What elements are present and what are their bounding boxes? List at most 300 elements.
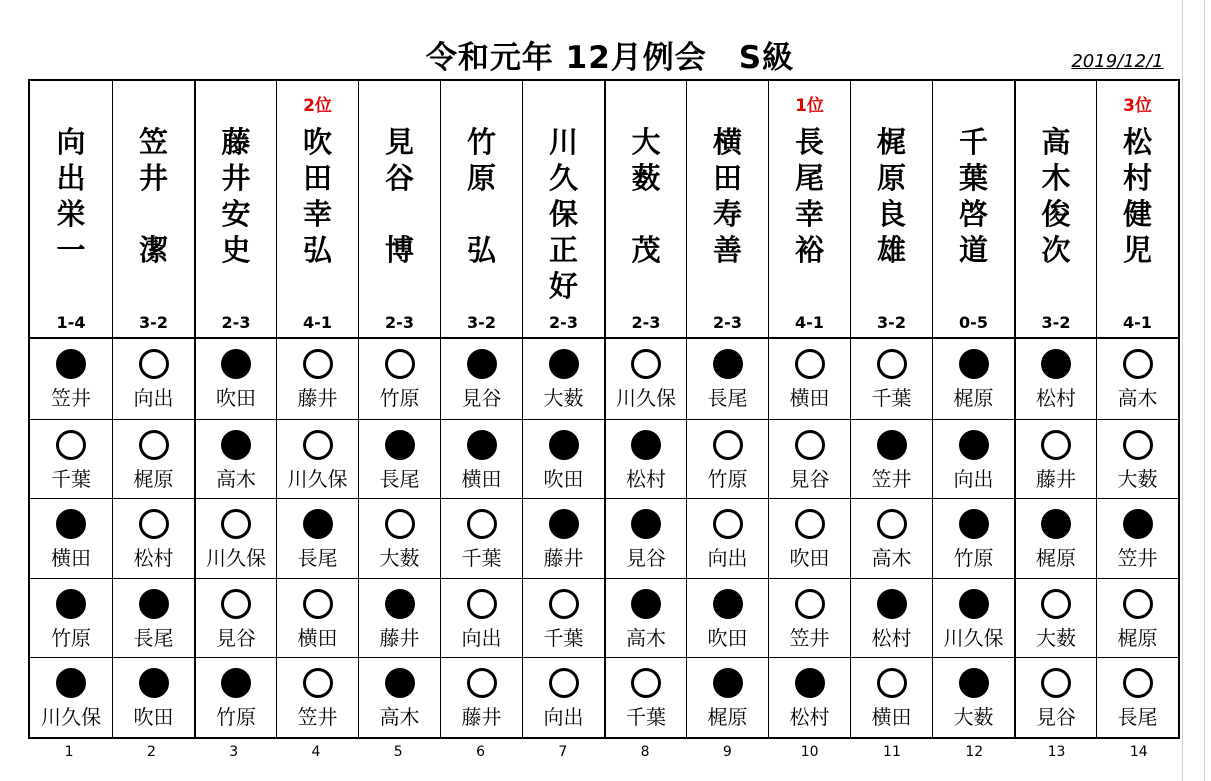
game-cell	[359, 498, 440, 578]
opponent-name: 松村	[1036, 386, 1076, 411]
player-column	[932, 81, 1014, 737]
player-record: 3-2	[467, 313, 496, 332]
player-column	[604, 81, 686, 737]
win-circle-icon	[385, 509, 415, 539]
game-cell	[277, 498, 358, 578]
opponent-name: 千葉	[543, 625, 584, 650]
player-header	[30, 81, 112, 339]
game-cell	[113, 578, 194, 658]
opponent-name: 梶原	[1117, 625, 1158, 650]
win-circle-icon	[1123, 668, 1153, 698]
game-cell	[606, 419, 686, 499]
opponent-name: 見谷	[461, 386, 502, 411]
game-cell	[523, 578, 604, 658]
player-name-char: 博	[384, 233, 414, 267]
loss-circle-icon	[713, 349, 743, 379]
player-name-char: 川	[548, 125, 578, 159]
win-circle-icon	[795, 509, 825, 539]
win-circle-icon	[795, 589, 825, 619]
opponent-name: 川久保	[616, 386, 676, 411]
opponent-name: 吹田	[133, 705, 174, 730]
player-name	[687, 124, 768, 268]
player-header	[523, 81, 604, 339]
opponent-name: 高木	[1117, 386, 1158, 411]
opponent-name: 大薮	[1036, 625, 1076, 650]
player-name-char: 井	[138, 161, 168, 195]
game-cell	[113, 657, 194, 737]
opponent-name: 藤井	[461, 705, 502, 730]
player-name	[523, 124, 604, 304]
game-cell	[851, 657, 932, 737]
player-name-char: 梶	[876, 125, 906, 159]
opponent-name: 笠井	[789, 625, 830, 650]
player-name-char: 高	[1041, 125, 1071, 159]
win-circle-icon	[139, 349, 169, 379]
player-column	[30, 81, 112, 737]
game-cell	[277, 339, 358, 419]
opponent-name: 川久保	[287, 466, 348, 491]
player-name-char: 吹	[302, 125, 332, 159]
player-name-char: 木	[1041, 161, 1071, 195]
loss-circle-icon	[467, 430, 497, 460]
player-column	[686, 81, 768, 737]
opponent-name: 川久保	[206, 546, 266, 571]
opponent-name: 松村	[133, 546, 174, 571]
opponent-name: 松村	[626, 466, 666, 491]
player-name-char: 俊	[1041, 197, 1071, 231]
game-cell	[769, 498, 850, 578]
player-record: 2-3	[631, 313, 661, 332]
game-cell	[441, 498, 522, 578]
opponent-name: 見谷	[626, 546, 666, 571]
loss-circle-icon	[549, 349, 579, 379]
opponent-name: 吹田	[789, 546, 830, 571]
game-cell	[606, 578, 686, 658]
opponent-name: 大薮	[543, 386, 584, 411]
game-cell	[687, 419, 768, 499]
game-cell	[687, 339, 768, 419]
opponent-name: 竹原	[953, 546, 994, 571]
player-rank: 2位	[303, 96, 332, 116]
opponent-name: 梶原	[133, 466, 174, 491]
player-record: 3-2	[1041, 313, 1071, 332]
opponent-name: 高木	[871, 546, 912, 571]
player-name-char: 啓	[958, 197, 988, 231]
player-name-char	[359, 196, 440, 232]
loss-circle-icon	[1041, 509, 1071, 539]
loss-circle-icon	[877, 430, 907, 460]
game-cell	[441, 578, 522, 658]
player-name-char: 史	[221, 233, 251, 267]
loss-circle-icon	[877, 589, 907, 619]
game-cell	[277, 578, 358, 658]
game-cell	[359, 419, 440, 499]
game-cell	[1016, 339, 1096, 419]
game-cell	[277, 657, 358, 737]
player-name-char: 弘	[302, 233, 332, 267]
player-column	[522, 81, 604, 737]
game-cell	[851, 578, 932, 658]
game-cell	[606, 498, 686, 578]
game-cell	[933, 498, 1014, 578]
win-circle-icon	[1123, 430, 1153, 460]
player-name	[606, 124, 686, 268]
player-record: 4-1	[1123, 313, 1152, 332]
loss-circle-icon	[631, 509, 661, 539]
player-column	[768, 81, 850, 737]
column-number: 14	[1129, 744, 1148, 760]
player-rank	[113, 91, 194, 113]
game-cell	[359, 578, 440, 658]
column-number: 3	[229, 744, 239, 760]
player-rank	[441, 91, 522, 113]
player-rank: 3位	[1123, 96, 1152, 116]
game-cell	[687, 578, 768, 658]
opponent-name: 吹田	[543, 466, 584, 491]
win-circle-icon	[631, 668, 661, 698]
win-circle-icon	[877, 349, 907, 379]
player-name	[1016, 124, 1096, 268]
opponent-name: 梶原	[707, 705, 748, 730]
opponent-name: 竹原	[216, 705, 256, 730]
opponent-name: 松村	[871, 625, 912, 650]
player-name-char: 竹	[466, 125, 496, 159]
win-circle-icon	[1041, 430, 1071, 460]
player-column	[112, 81, 194, 737]
game-cell	[523, 339, 604, 419]
opponent-name: 見谷	[1036, 705, 1076, 730]
player-header	[1097, 81, 1178, 339]
opponent-name: 梶原	[953, 386, 994, 411]
game-cell	[1016, 657, 1096, 737]
player-name	[113, 124, 194, 268]
opponent-name: 笠井	[871, 466, 912, 491]
game-cell	[769, 578, 850, 658]
player-column	[1096, 81, 1178, 737]
player-rank	[196, 91, 276, 113]
loss-circle-icon	[139, 668, 169, 698]
opponent-name: 笠井	[1117, 546, 1158, 571]
game-cell	[441, 419, 522, 499]
win-circle-icon	[1123, 349, 1153, 379]
player-name-char: 児	[1122, 233, 1152, 267]
player-name-char: 田	[712, 161, 742, 195]
game-cell	[1097, 657, 1178, 737]
win-circle-icon	[303, 349, 333, 379]
loss-circle-icon	[385, 668, 415, 698]
opponent-name: 笠井	[51, 386, 91, 411]
player-header	[1016, 81, 1096, 339]
loss-circle-icon	[385, 430, 415, 460]
player-record: 3-2	[877, 313, 906, 332]
opponent-name: 藤井	[543, 546, 584, 571]
game-cell	[113, 498, 194, 578]
loss-circle-icon	[467, 349, 497, 379]
opponent-name: 高木	[216, 466, 256, 491]
player-name-char: 良	[876, 197, 906, 231]
loss-circle-icon	[631, 589, 661, 619]
player-name-char: 出	[56, 161, 86, 195]
player-name-char: 道	[958, 233, 988, 267]
opponent-name: 長尾	[133, 625, 174, 650]
player-name-char: 村	[1122, 161, 1152, 195]
player-name-char: 弘	[466, 233, 496, 267]
loss-circle-icon	[56, 349, 86, 379]
player-name-char: 藤	[221, 125, 251, 159]
player-name-char: 健	[1122, 197, 1152, 231]
game-cell	[113, 419, 194, 499]
game-cell	[1097, 498, 1178, 578]
player-header	[441, 81, 522, 339]
win-circle-icon	[795, 349, 825, 379]
player-name-char: 薮	[631, 161, 661, 195]
opponent-name: 長尾	[379, 466, 420, 491]
player-header	[359, 81, 440, 339]
opponent-name: 千葉	[626, 705, 666, 730]
game-cell	[687, 657, 768, 737]
opponent-name: 横田	[871, 705, 912, 730]
loss-circle-icon	[303, 509, 333, 539]
player-name-char: 向	[56, 125, 86, 159]
player-column	[850, 81, 932, 737]
game-cell	[1097, 419, 1178, 499]
win-circle-icon	[549, 589, 579, 619]
column-numbers	[28, 744, 1180, 760]
player-column	[1014, 81, 1096, 737]
opponent-name: 千葉	[51, 466, 91, 491]
player-name-char: 原	[876, 161, 906, 195]
player-header	[113, 81, 194, 339]
player-name-char: 見	[384, 125, 414, 159]
loss-circle-icon	[549, 509, 579, 539]
player-name-char: 安	[221, 197, 251, 231]
player-name-char: 長	[794, 125, 824, 159]
game-cell	[769, 657, 850, 737]
player-name-char: 谷	[384, 161, 414, 195]
loss-circle-icon	[959, 430, 989, 460]
game-cell	[359, 657, 440, 737]
loss-circle-icon	[1041, 349, 1071, 379]
opponent-name: 高木	[626, 625, 666, 650]
player-record: 0-5	[959, 313, 988, 332]
loss-circle-icon	[959, 509, 989, 539]
column-number: 11	[883, 744, 901, 760]
opponent-name: 竹原	[707, 466, 748, 491]
win-circle-icon	[713, 509, 743, 539]
player-name-char: 幸	[794, 197, 824, 231]
loss-circle-icon	[56, 668, 86, 698]
win-circle-icon	[221, 509, 251, 539]
player-header	[196, 81, 276, 339]
column-number: 12	[965, 744, 984, 760]
player-name	[277, 124, 358, 268]
player-column	[358, 81, 440, 737]
game-cell	[1016, 498, 1096, 578]
player-name-char	[113, 196, 194, 232]
player-name-char: 潔	[138, 233, 168, 267]
win-circle-icon	[303, 589, 333, 619]
win-circle-icon	[139, 509, 169, 539]
player-column	[276, 81, 358, 737]
opponent-name: 横田	[297, 625, 338, 650]
results-table	[28, 79, 1180, 739]
win-circle-icon	[549, 668, 579, 698]
game-cell	[1016, 578, 1096, 658]
player-column	[440, 81, 522, 737]
column-number: 7	[558, 744, 568, 760]
player-rank	[851, 91, 932, 113]
column-number: 1	[64, 744, 74, 760]
player-name-char: 千	[958, 125, 988, 159]
player-header	[769, 81, 850, 339]
win-circle-icon	[139, 430, 169, 460]
player-rank	[30, 91, 112, 113]
game-cell	[933, 339, 1014, 419]
opponent-name: 横田	[51, 546, 91, 571]
player-name-char: 善	[712, 233, 742, 267]
column-number: 9	[722, 744, 732, 760]
opponent-name: 吹田	[216, 386, 256, 411]
opponent-name: 向出	[953, 466, 994, 491]
opponent-name: 大薮	[379, 546, 420, 571]
column-number: 2	[146, 744, 156, 760]
player-name-char: 笠	[138, 125, 168, 159]
win-circle-icon	[303, 668, 333, 698]
win-circle-icon	[385, 349, 415, 379]
game-cell	[523, 498, 604, 578]
player-name-char: 横	[712, 125, 742, 159]
player-name-char: 裕	[794, 233, 824, 267]
loss-circle-icon	[713, 589, 743, 619]
opponent-name: 大薮	[1117, 466, 1158, 491]
loss-circle-icon	[56, 589, 86, 619]
player-column	[194, 81, 276, 737]
game-cell	[196, 657, 276, 737]
player-header	[933, 81, 1014, 339]
sheet-gridline	[1204, 0, 1205, 781]
player-name-char: 栄	[56, 197, 86, 231]
opponent-name: 千葉	[871, 386, 912, 411]
player-name-char: 尾	[794, 161, 824, 195]
win-circle-icon	[795, 430, 825, 460]
player-name-char: 一	[56, 233, 86, 267]
win-circle-icon	[877, 509, 907, 539]
opponent-name: 長尾	[1117, 705, 1158, 730]
game-cell	[523, 419, 604, 499]
player-name-char: 保	[548, 197, 578, 231]
loss-circle-icon	[221, 668, 251, 698]
player-record: 3-2	[139, 313, 168, 332]
player-name-char: 茂	[631, 233, 661, 267]
player-name-char: 好	[548, 269, 578, 303]
opponent-name: 見谷	[216, 625, 256, 650]
player-header	[606, 81, 686, 339]
game-cell	[196, 419, 276, 499]
loss-circle-icon	[221, 349, 251, 379]
sheet-gridline	[1182, 0, 1183, 781]
opponent-name: 横田	[789, 386, 830, 411]
column-number: 4	[311, 744, 321, 760]
game-cell	[30, 578, 112, 658]
game-cell	[30, 339, 112, 419]
opponent-name: 吹田	[707, 625, 748, 650]
player-rank	[359, 91, 440, 113]
game-cell	[933, 657, 1014, 737]
game-cell	[1097, 578, 1178, 658]
game-cell	[606, 657, 686, 737]
player-record: 4-1	[303, 313, 332, 332]
player-rank: 1位	[795, 96, 824, 116]
loss-circle-icon	[549, 430, 579, 460]
win-circle-icon	[1041, 589, 1071, 619]
win-circle-icon	[631, 349, 661, 379]
win-circle-icon	[467, 509, 497, 539]
player-name-char	[441, 196, 522, 232]
win-circle-icon	[877, 668, 907, 698]
column-number: 8	[640, 744, 650, 760]
player-name	[359, 124, 440, 268]
loss-circle-icon	[959, 589, 989, 619]
opponent-name: 千葉	[461, 546, 502, 571]
game-cell	[196, 498, 276, 578]
opponent-name: 高木	[379, 705, 420, 730]
loss-circle-icon	[56, 509, 86, 539]
player-rank	[687, 91, 768, 113]
player-name	[933, 124, 1014, 268]
player-name-char: 田	[302, 161, 332, 195]
game-cell	[1097, 339, 1178, 419]
win-circle-icon	[467, 668, 497, 698]
game-cell	[196, 339, 276, 419]
loss-circle-icon	[631, 430, 661, 460]
opponent-name: 長尾	[707, 386, 748, 411]
column-number: 10	[800, 744, 819, 760]
game-cell	[933, 578, 1014, 658]
player-name	[769, 124, 850, 268]
player-name-char: 井	[221, 161, 251, 195]
opponent-name: 藤井	[379, 625, 420, 650]
player-rank	[523, 91, 604, 113]
opponent-name: 竹原	[51, 625, 91, 650]
event-date: 2019/12/1	[1071, 51, 1164, 72]
player-header	[277, 81, 358, 339]
opponent-name: 川久保	[41, 705, 101, 730]
opponent-name: 見谷	[789, 466, 830, 491]
player-name-char: 幸	[302, 197, 332, 231]
opponent-name: 向出	[543, 705, 584, 730]
game-cell	[1016, 419, 1096, 499]
loss-circle-icon	[1123, 509, 1153, 539]
game-cell	[359, 339, 440, 419]
loss-circle-icon	[795, 668, 825, 698]
player-name-char	[606, 196, 686, 232]
player-rank	[1016, 91, 1096, 113]
loss-circle-icon	[385, 589, 415, 619]
opponent-name: 笠井	[297, 705, 338, 730]
player-name	[441, 124, 522, 268]
player-name-char: 正	[548, 233, 578, 267]
game-cell	[523, 657, 604, 737]
opponent-name: 向出	[707, 546, 748, 571]
game-cell	[769, 419, 850, 499]
game-cell	[441, 657, 522, 737]
opponent-name: 松村	[789, 705, 830, 730]
game-cell	[606, 339, 686, 419]
player-name-char: 次	[1041, 233, 1071, 267]
opponent-name: 長尾	[297, 546, 338, 571]
player-header	[851, 81, 932, 339]
game-cell	[851, 498, 932, 578]
